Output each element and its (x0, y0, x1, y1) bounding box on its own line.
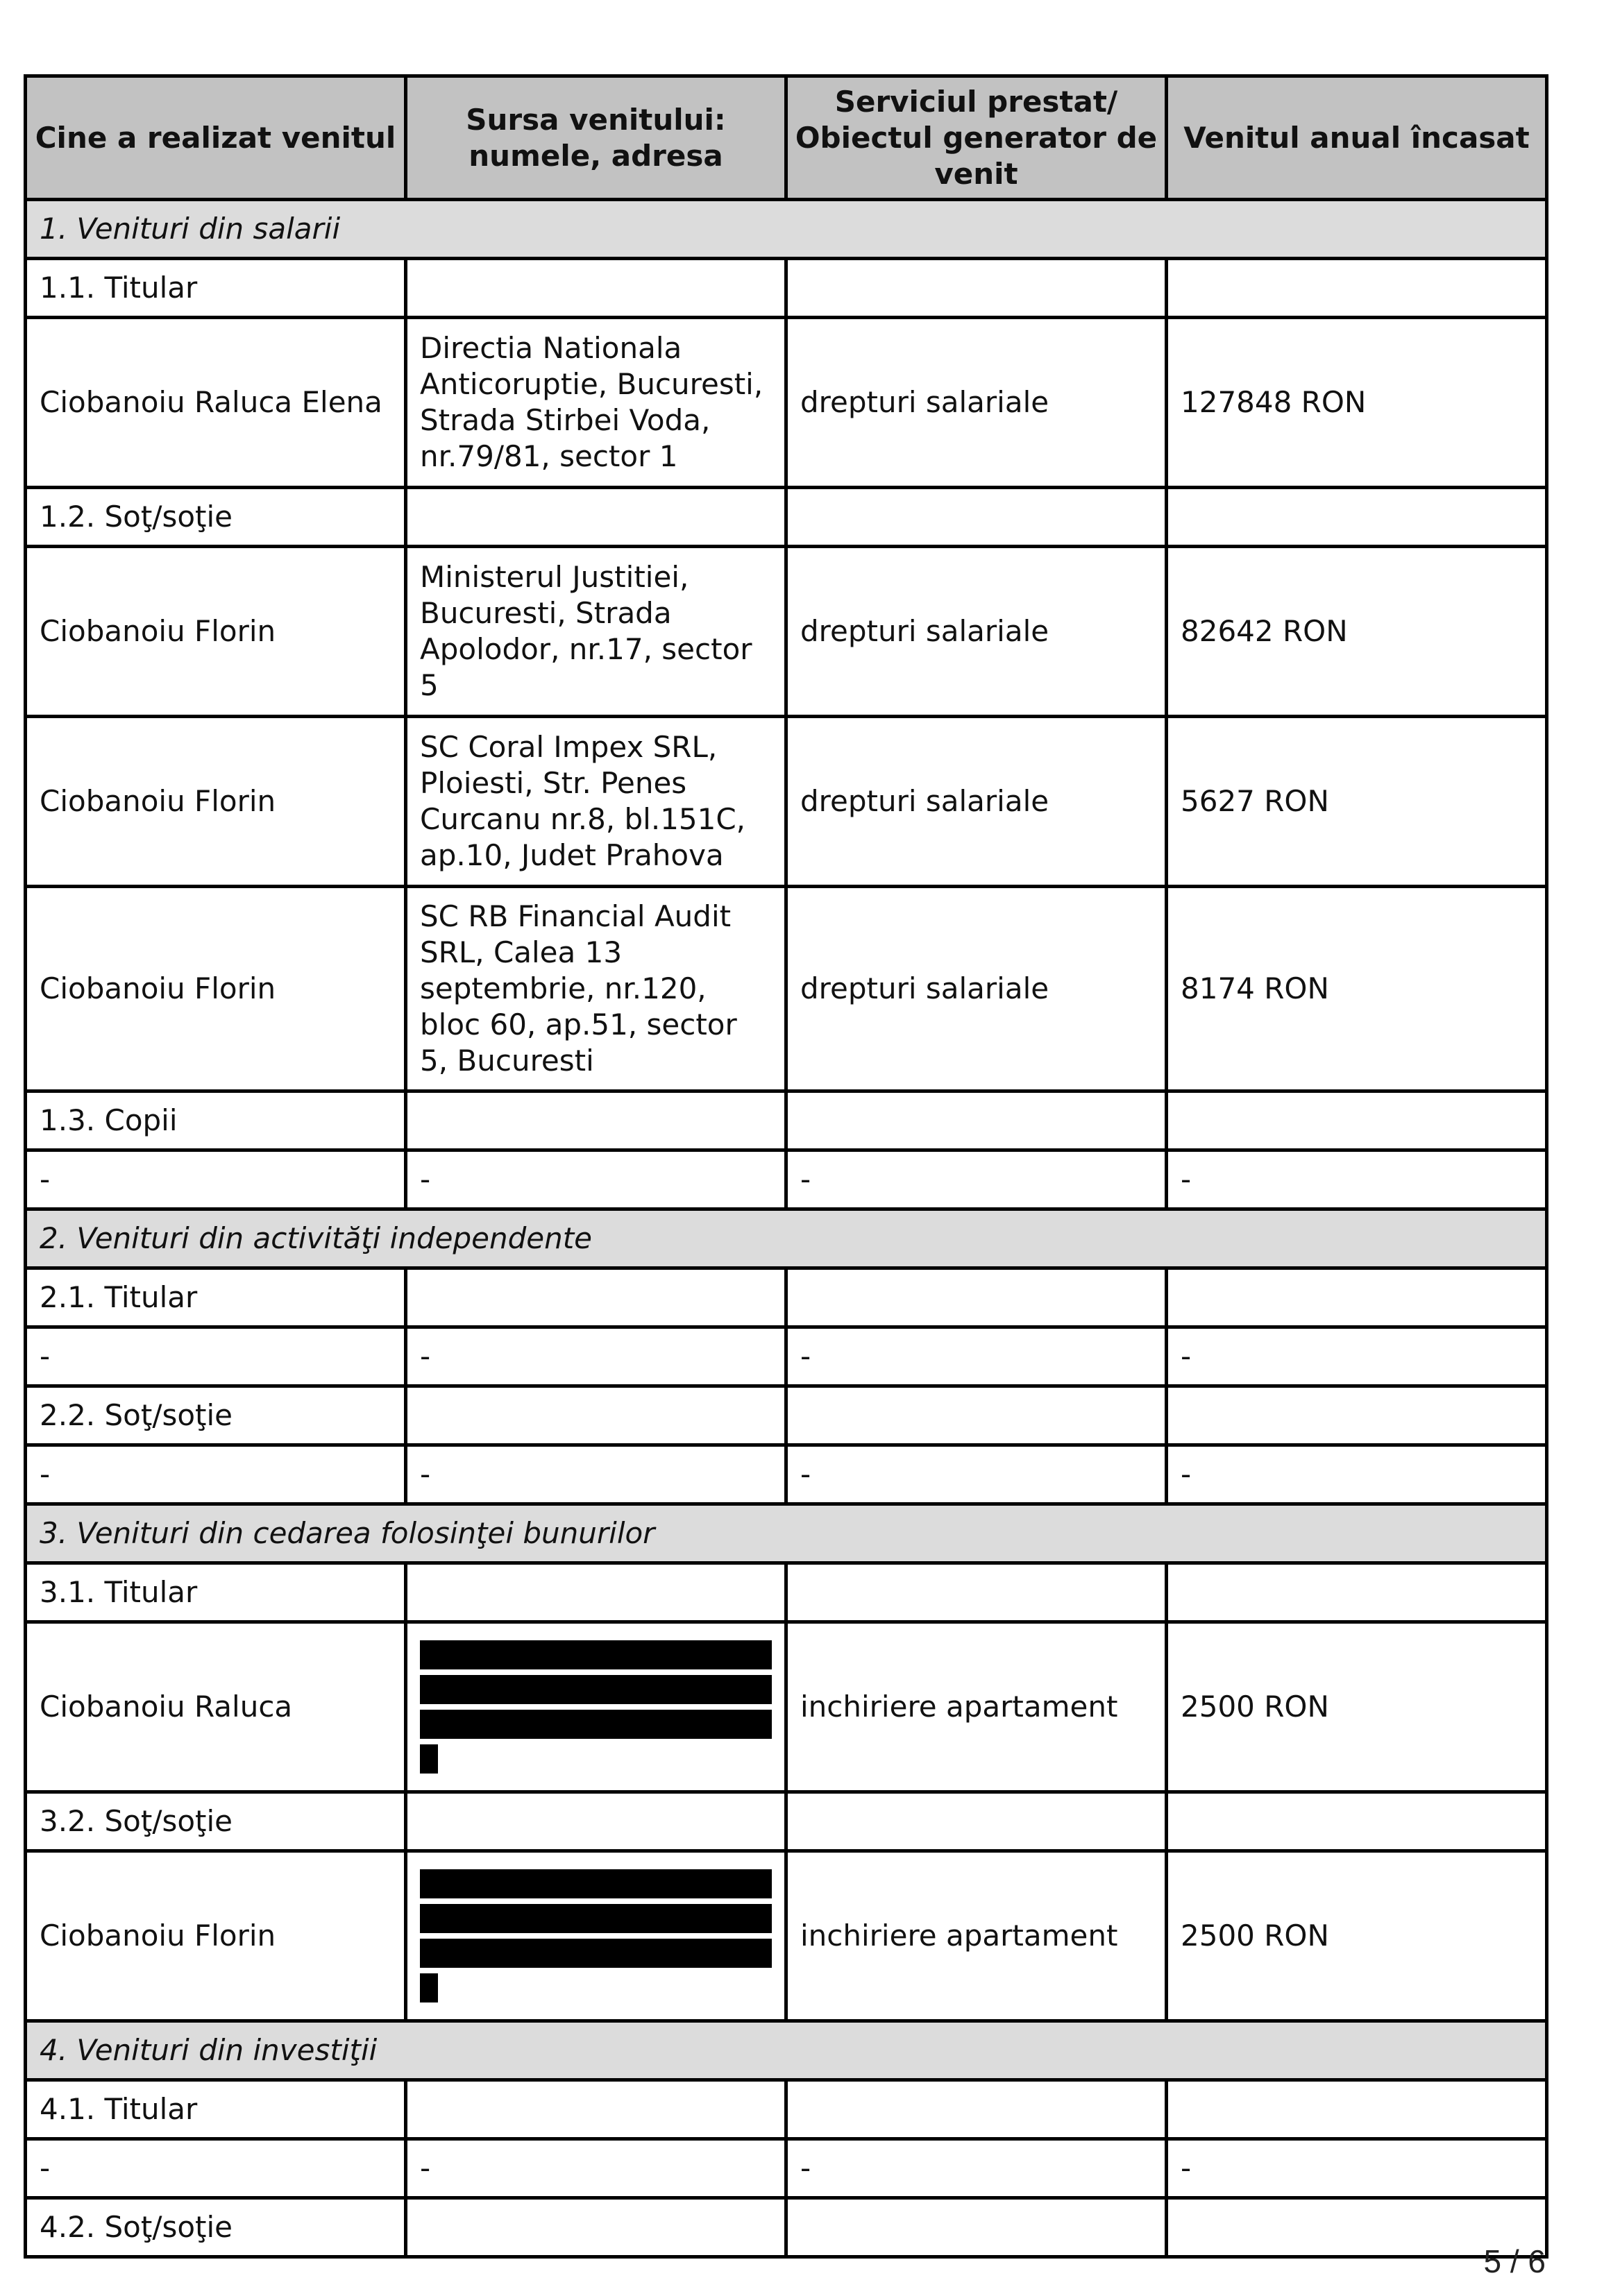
table-row (26, 1622, 1547, 1792)
dash-cell: - (26, 1327, 406, 1386)
source-cell: SC Coral Impex SRL, Ploiesti, Str. Penes Curcanu nr.8, bl.151C, ap.10, Judet Prahova (406, 717, 786, 887)
section-title-independent: 2. Venituri din activităţi independente (26, 1209, 1547, 1268)
dash-cell: - (1167, 2139, 1547, 2198)
subsection-label: 2.1. Titular (26, 1268, 406, 1327)
who-cell: Ciobanoiu Raluca (26, 1622, 406, 1792)
header-income: Venitul anual încasat (1167, 76, 1547, 200)
subsection-label: 4.2. Soţ/soţie (26, 2198, 406, 2257)
dash-cell: - (26, 2139, 406, 2198)
subsection-row (26, 1268, 1547, 1327)
income-cell: 8174 RON (1167, 887, 1547, 1091)
section-row (26, 1209, 1547, 1268)
table-row (26, 318, 1547, 488)
who-cell: Ciobanoiu Florin (26, 887, 406, 1091)
empty-row (26, 1150, 1547, 1209)
section-row (26, 200, 1547, 259)
section-title-salaries: 1. Venituri din salarii (26, 200, 1547, 259)
subsection-label: 1.3. Copii (26, 1091, 406, 1150)
source-cell: Directia Nationala Anticoruptie, Bucuresti, Strada Stirbei Voda, nr.79/81, sector 1 (406, 318, 786, 488)
dash-cell: - (1167, 1150, 1547, 1209)
subsection-row (26, 1091, 1547, 1150)
income-cell: 2500 RON (1167, 1851, 1547, 2021)
subsection-row (26, 2080, 1547, 2139)
dash-cell: - (1167, 1445, 1547, 1504)
subsection-row (26, 488, 1547, 547)
header-source: Sursa venitului: numele, adresa (406, 76, 786, 200)
section-title-property: 3. Venituri din cedarea folosinţei bunurilor (26, 1504, 1547, 1563)
dash-cell: - (406, 1445, 786, 1504)
income-cell: 5627 RON (1167, 717, 1547, 887)
service-cell: drepturi salariale (786, 318, 1167, 488)
header-service: Serviciul prestat/ Obiectul generator de venit (786, 76, 1167, 200)
redaction-block (420, 1869, 772, 2002)
dash-cell: - (26, 1445, 406, 1504)
empty-row (26, 1445, 1547, 1504)
service-cell: drepturi salariale (786, 717, 1167, 887)
subsection-label: 3.2. Soţ/soţie (26, 1792, 406, 1851)
source-cell-redacted (406, 1622, 786, 1792)
dash-cell: - (26, 1150, 406, 1209)
header-who: Cine a realizat venitul (26, 76, 406, 200)
subsection-row (26, 1792, 1547, 1851)
income-table (24, 74, 1548, 2259)
who-cell: Ciobanoiu Florin (26, 1851, 406, 2021)
service-cell: drepturi salariale (786, 547, 1167, 717)
section-row (26, 1504, 1547, 1563)
dash-cell: - (786, 1327, 1167, 1386)
dash-cell: - (406, 1150, 786, 1209)
subsection-row (26, 2198, 1547, 2257)
income-cell: 2500 RON (1167, 1622, 1547, 1792)
table-row (26, 717, 1547, 887)
table-row (26, 1851, 1547, 2021)
income-cell: 127848 RON (1167, 318, 1547, 488)
subsection-label: 1.1. Titular (26, 259, 406, 318)
income-cell: 82642 RON (1167, 547, 1547, 717)
subsection-row (26, 1563, 1547, 1622)
page-number: 5 / 6 (1483, 2243, 1546, 2279)
empty-row (26, 1327, 1547, 1386)
who-cell: Ciobanoiu Florin (26, 717, 406, 887)
table-row (26, 547, 1547, 717)
section-title-investments: 4. Venituri din investiţii (26, 2021, 1547, 2080)
service-cell: drepturi salariale (786, 887, 1167, 1091)
dash-cell: - (1167, 1327, 1547, 1386)
table-header-row (26, 76, 1547, 200)
redaction-block (420, 1640, 772, 1774)
service-cell: inchiriere apartament (786, 1851, 1167, 2021)
service-cell: inchiriere apartament (786, 1622, 1167, 1792)
who-cell: Ciobanoiu Florin (26, 547, 406, 717)
subsection-label: 2.2. Soţ/soţie (26, 1386, 406, 1445)
dash-cell: - (786, 1445, 1167, 1504)
source-cell-redacted (406, 1851, 786, 2021)
empty-row (26, 2139, 1547, 2198)
dash-cell: - (406, 1327, 786, 1386)
source-cell: SC RB Financial Audit SRL, Calea 13 septembrie, nr.120, bloc 60, ap.51, sector 5, Bucuresti (406, 887, 786, 1091)
who-cell: Ciobanoiu Raluca Elena (26, 318, 406, 488)
dash-cell: - (786, 1150, 1167, 1209)
subsection-label: 1.2. Soţ/soţie (26, 488, 406, 547)
source-cell: Ministerul Justitiei, Bucuresti, Strada Apolodor, nr.17, sector 5 (406, 547, 786, 717)
subsection-row (26, 259, 1547, 318)
section-row (26, 2021, 1547, 2080)
subsection-row (26, 1386, 1547, 1445)
table-row (26, 887, 1547, 1091)
dash-cell: - (406, 2139, 786, 2198)
dash-cell: - (786, 2139, 1167, 2198)
subsection-label: 3.1. Titular (26, 1563, 406, 1622)
subsection-label: 4.1. Titular (26, 2080, 406, 2139)
